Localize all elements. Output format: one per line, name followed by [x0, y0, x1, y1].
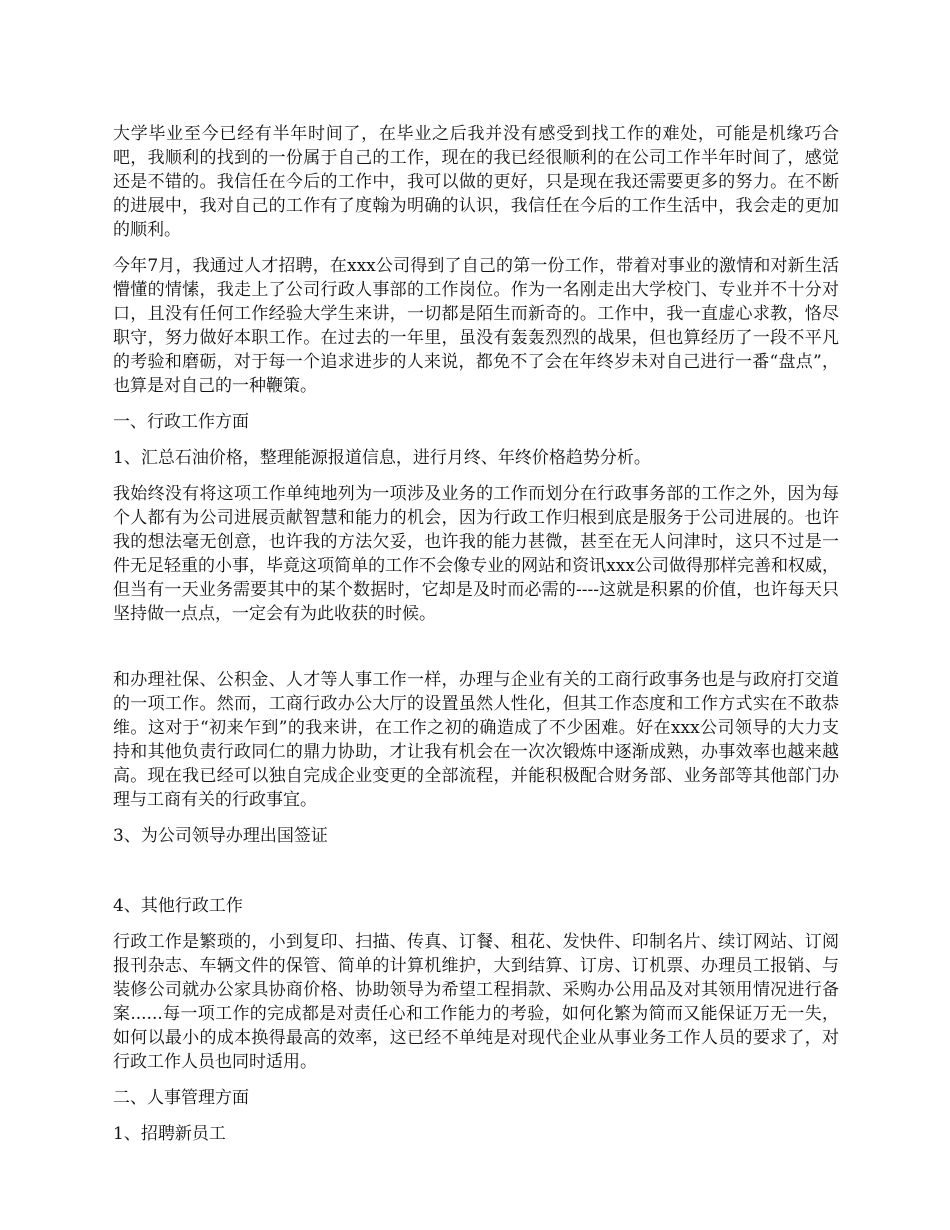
section-heading-admin: 一、行政工作方面 [113, 412, 249, 432]
item-heading-visa: 3、为公司领导办理出国签证 [113, 826, 328, 846]
item-heading-recruit: 1、招聘新员工 [113, 1124, 226, 1144]
blank-gap [113, 638, 839, 668]
other-admin-paragraph: 行政工作是繁琐的，小到复印、扫描、传真、订餐、租花、发快件、印制名片、续订网站、订阅报刊杂志、车辆文件的保管、简单的计算机维护，大到结算、订房、订机票、办理员工报销、与装修公司就办公家具协商价格、协助领导为希望工程捐款、采购办公用品及对其领用情况进行备案......每一项工作的完成都是对责任心和工作能力的考验，如何化繁为简而又能保证万无一失，如何以最小的成本换得最高的效率，这已经不单纯是对现代企业从事业务工作人员的要求了，对行政工作人员也同时适用。 [113, 932, 839, 1072]
item-heading-oil-prices: 1、汇总石油价格，整理能源报道信息，进行月终、年终价格趋势分析。 [113, 448, 651, 468]
business-affairs-paragraph: 和办理社保、公积金、人才等人事工作一样，办理与企业有关的工商行政事务也是与政府打交道的一项工作。然而，工商行政办公大厅的设置虽然人性化，但其工作态度和工作方式实在不敢恭维。这对于“初来乍到”的我来讲，在工作之初的确造成了不少困难。好在xxx公司领导的大力支持和其他负责行政同仁的鼎力协助，才让我有机会在一次次锻炼中逐渐成熟，办事效率也越来越高。现在我已经可以独自完成企业变更的全部流程，并能积极配合财务部、业务部等其他部门办理与工商有关的行政事宜。 [113, 670, 839, 810]
section-heading-hr: 二、人事管理方面 [113, 1088, 249, 1108]
document-body [113, 122, 839, 1158]
intro-paragraph: 大学毕业至今已经有半年时间了，在毕业之后我并没有感受到找工作的难处，可能是机缘巧合吧，我顺利的找到的一份属于自己的工作，现在的我已经很顺利的在公司工作半年时间了，感觉还是不错的。我信任在今后的工作中，我可以做的更好，只是现在我还需要更多的努力。在不断的进展中，我对自己的工作有了度翰为明确的认识，我信任在今后的工作生活中，我会走的更加的顺利。 [113, 124, 839, 240]
job-start-paragraph: 今年7月，我通过人才招聘，在xxx公司得到了自己的第一份工作，带着对事业的激情和对新生活懵懂的情愫，我走上了公司行政人事部的工作岗位。作为一名刚走出大学校门、专业并不十分对口，且没有任何工作经验大学生来讲，一切都是陌生而新奇的。工作中，我一直虚心求教，恪尽职守，努力做好本职工作。在过去的一年里，虽没有轰轰烈烈的战果，但也算经历了一段不平凡的考验和磨砺，对于每一个追求进步的人来说，都免不了会在年终岁未对自己进行一番“盘点”，也算是对自己的一种鞭策。 [113, 256, 839, 396]
oil-prices-paragraph: 我始终没有将这项工作单纯地列为一项涉及业务的工作而划分在行政事务部的工作之外，因为每个人都有为公司进展贡献智慧和能力的机会，因为行政工作归根到底是服务于公司进展的。也许我的想法毫无创意，也许我的方法欠妥，也许我的能力甚微，甚至在无人问津时，这只不过是一件无足轻重的小事，毕竟这项简单的工作不会像专业的网站和资讯xxx公司做得那样完善和权威，但当有一天业务需要其中的某个数据时，它却是及时而必需的----这就是积累的价值，也许每天只坚持做一点点，一定会有为此收获的时候。 [113, 484, 839, 624]
blank-gap [113, 860, 839, 894]
item-heading-other-admin: 4、其他行政工作 [113, 896, 243, 916]
